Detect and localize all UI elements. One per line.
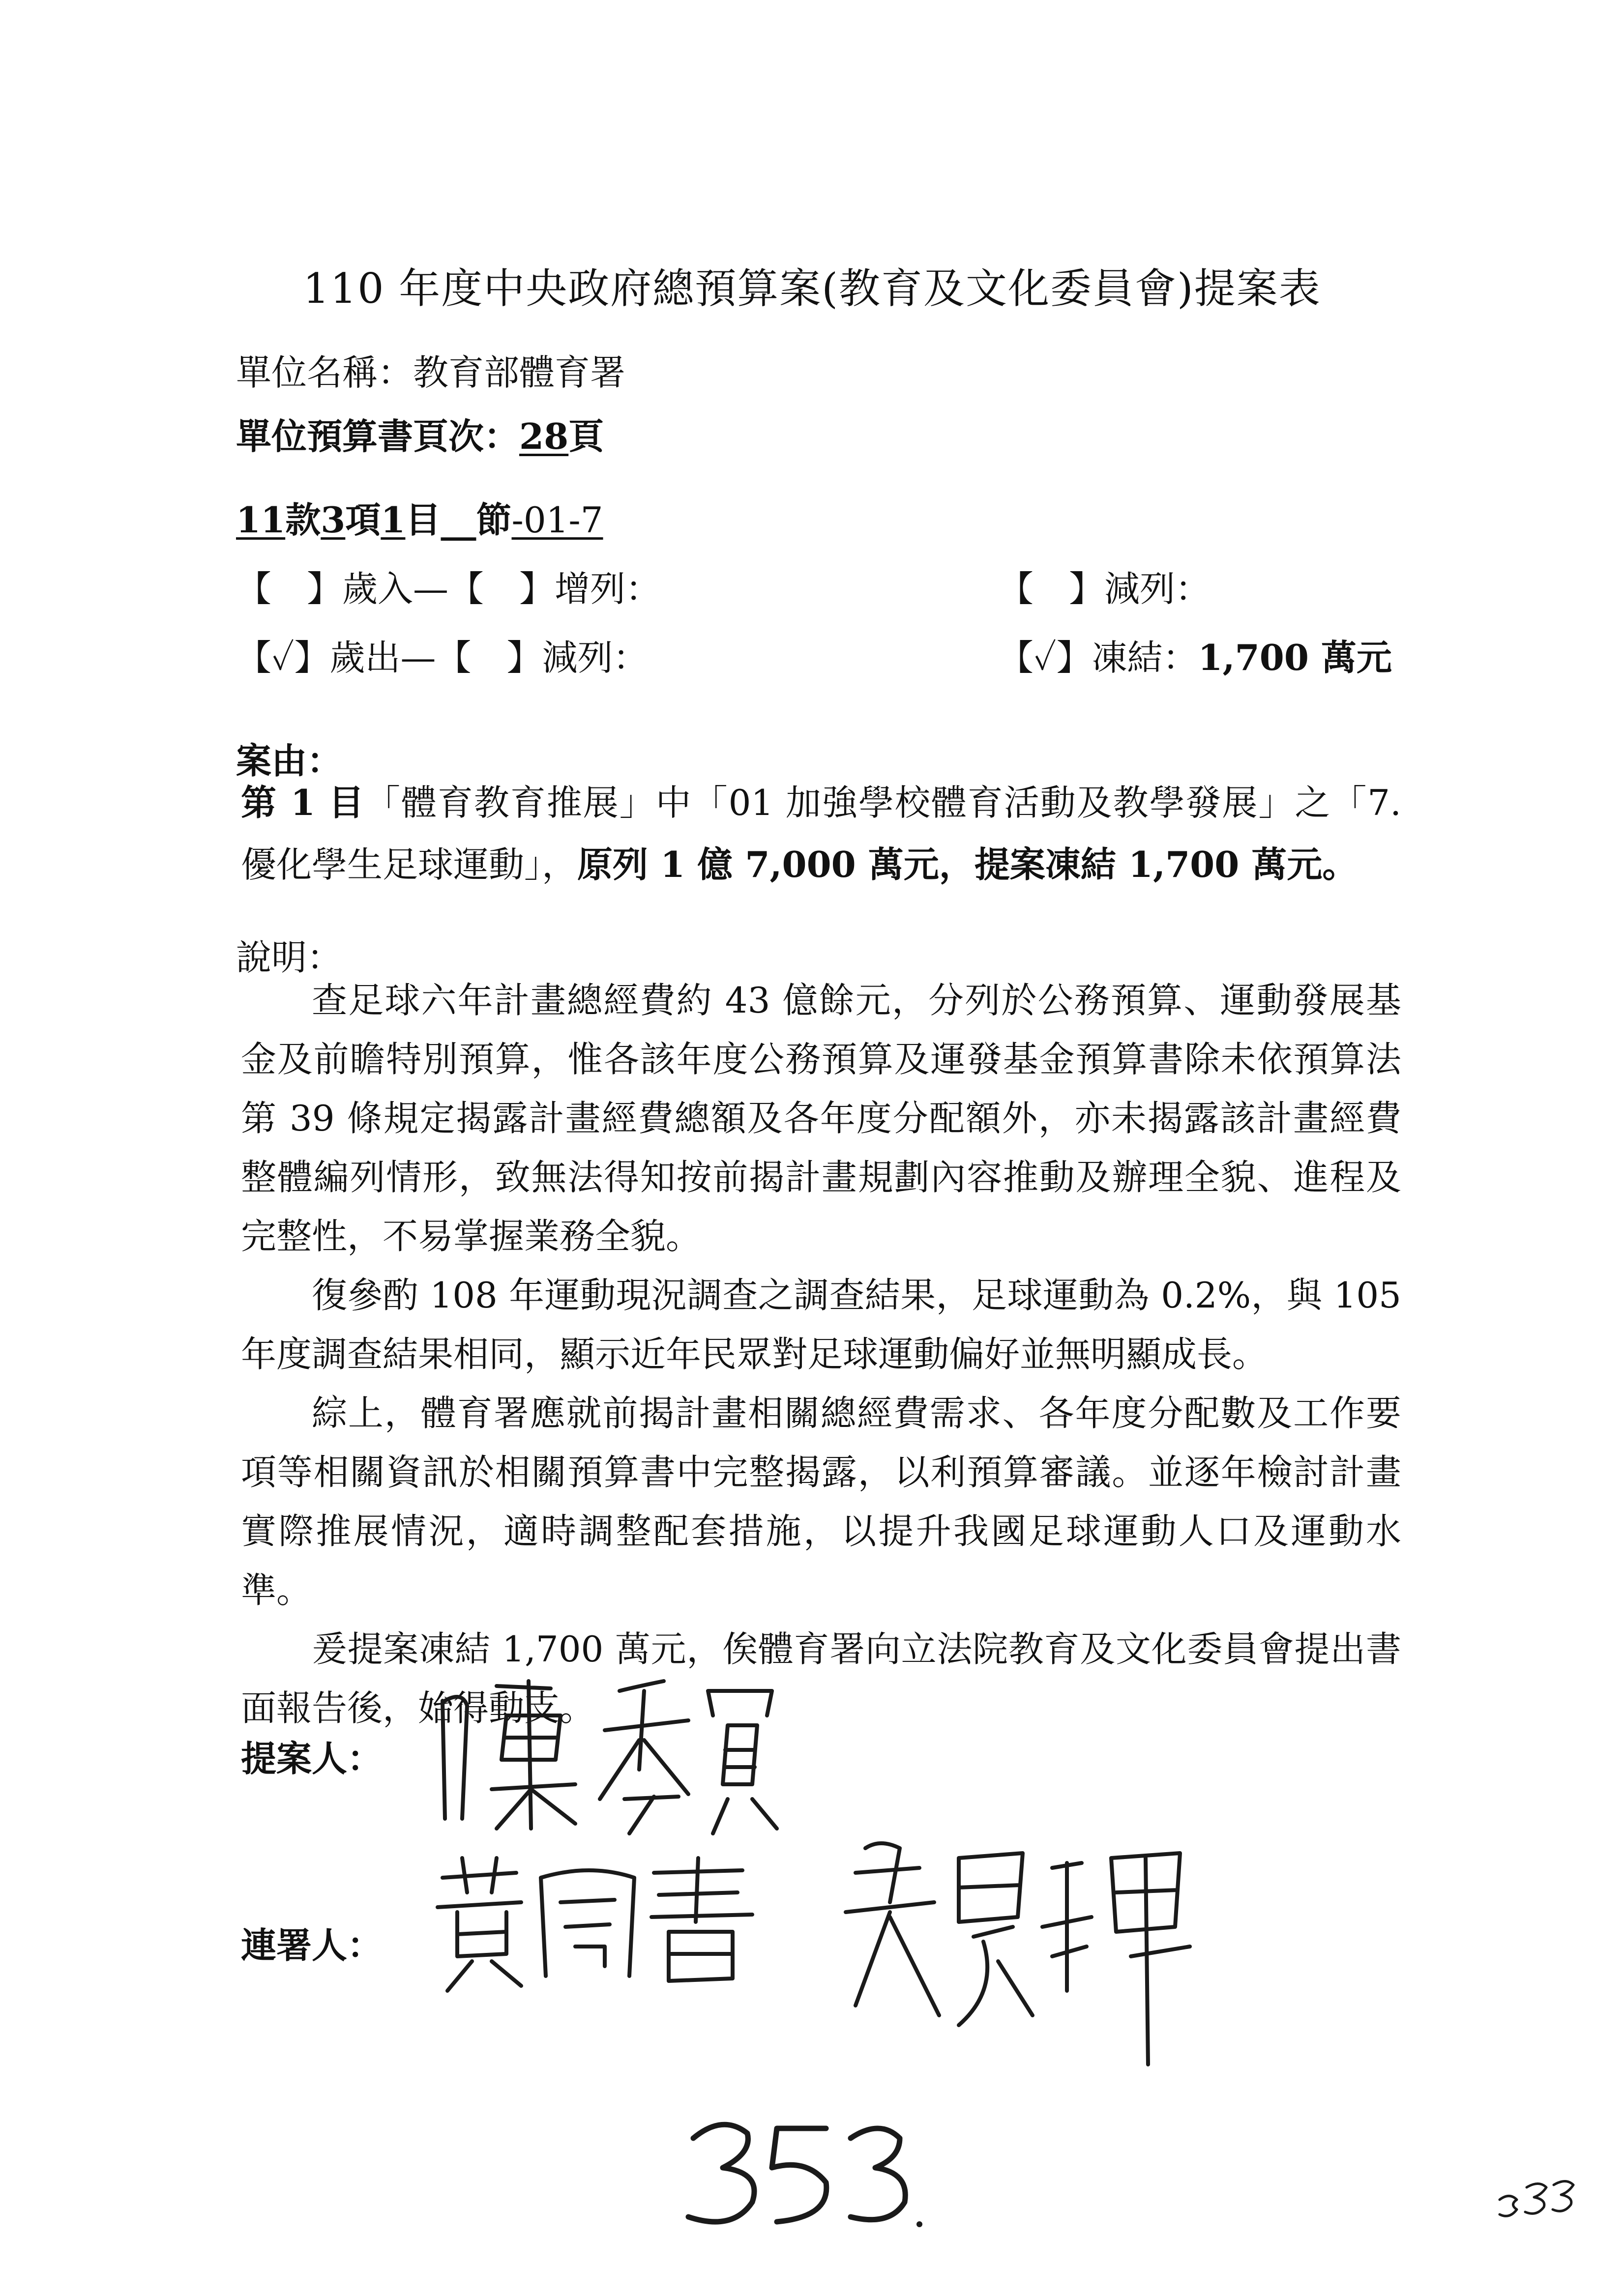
explanation-paragraph: 綜上，體育署應就前揭計畫相關總經費需求、各年度分配數及工作要項等相關資訊於相關預算書中完整揭露，以利預算審議。並逐年檢討計畫實際推展情況，適時調整配套措施，以提升我國足球運動人口及運動水準。 (241, 1393, 1401, 1611)
account-line (236, 492, 603, 543)
page-ref-number: 28 (519, 415, 569, 457)
jie-label: 節 (476, 499, 512, 541)
budget-page-ref (236, 408, 604, 459)
explanation-paragraph: 爰提案凍結 1,700 萬元，俟體育署向立法院教育及文化委員會提出書面報告後，始得動支。 (241, 1628, 1401, 1729)
page-ref-suffix: 頁 (568, 415, 604, 457)
explanation-body (241, 971, 1401, 1738)
revenue-increase-option: 【 】歲入—【 】增列： (236, 568, 661, 610)
reason-text (241, 772, 1401, 896)
freeze-label: 【✓】凍結： (998, 637, 1198, 678)
reason-heading: 案由： (236, 740, 343, 782)
revenue-decrease-option: 【 】減列： (998, 568, 1211, 610)
xiang-label: 項 (345, 499, 381, 541)
proposer-label: 提案人： (241, 1738, 383, 1779)
proposer-signature-image (433, 1671, 787, 1848)
freeze-option (998, 629, 1392, 680)
reason-proposal: 提案凍結 1,700 萬元。 (974, 843, 1358, 885)
kuan-label: 款 (285, 499, 321, 541)
explanation-paragraph: 復參酌 108 年運動現況調查之調查結果，足球運動為 0.2%，與 105 年度調查結果相同，顯示近年民眾對足球運動偏好並無明顯成長。 (241, 1275, 1401, 1375)
cosigner-signature-1 (428, 1848, 772, 1996)
mu-label: 目 (405, 499, 441, 541)
reason-original: 原列 1 億 7,000 萬元， (577, 843, 974, 885)
explanation-heading: 說明： (236, 937, 343, 978)
page-ref-label: 單位預算書頁次： (236, 415, 520, 457)
mu-value: 1 (381, 499, 406, 541)
kuan-value: 11 (236, 499, 286, 541)
jie-blank: __ (441, 499, 476, 541)
freeze-amount: 1,700 萬元 (1198, 637, 1392, 678)
unit-name: 單位名稱：教育部體育署 (236, 352, 626, 393)
xiang-value: 3 (321, 499, 346, 541)
expense-decrease-option: 【✓】歲出—【 】減列： (236, 637, 649, 678)
cosigner-signature-2 (836, 1829, 1210, 2084)
corner-mark-333-image (1495, 2178, 1578, 2222)
explanation-paragraph: 查足球六年計畫總經費約 43 億餘元，分列於公務預算、運動發展基金及前瞻特別預算，惟各該年度公務預算及運發基金預算書除未依預算法第 39 條規定揭露計畫經費總額及各年度分配額外，亦未揭露該計畫經費整體編列情形，致無法得知按前揭計畫規劃內容推動及辦理全貌、進程及完整性，不易掌握業務全貌。 (241, 980, 1401, 1257)
page-number-353-image (679, 2109, 934, 2237)
reason-body: 「體育教育推展」中「01 加強學校體育活動及教學發展」之「7.優化學生足球運動」， (241, 782, 1401, 885)
cosigners-label: 連署人： (241, 1924, 383, 1966)
reason-item-label: 第 1 目 (241, 782, 365, 823)
page-title: 110 年度中央政府總預算案(教育及文化委員會)提案表 (303, 264, 1321, 313)
account-code: -01-7 (511, 499, 603, 541)
